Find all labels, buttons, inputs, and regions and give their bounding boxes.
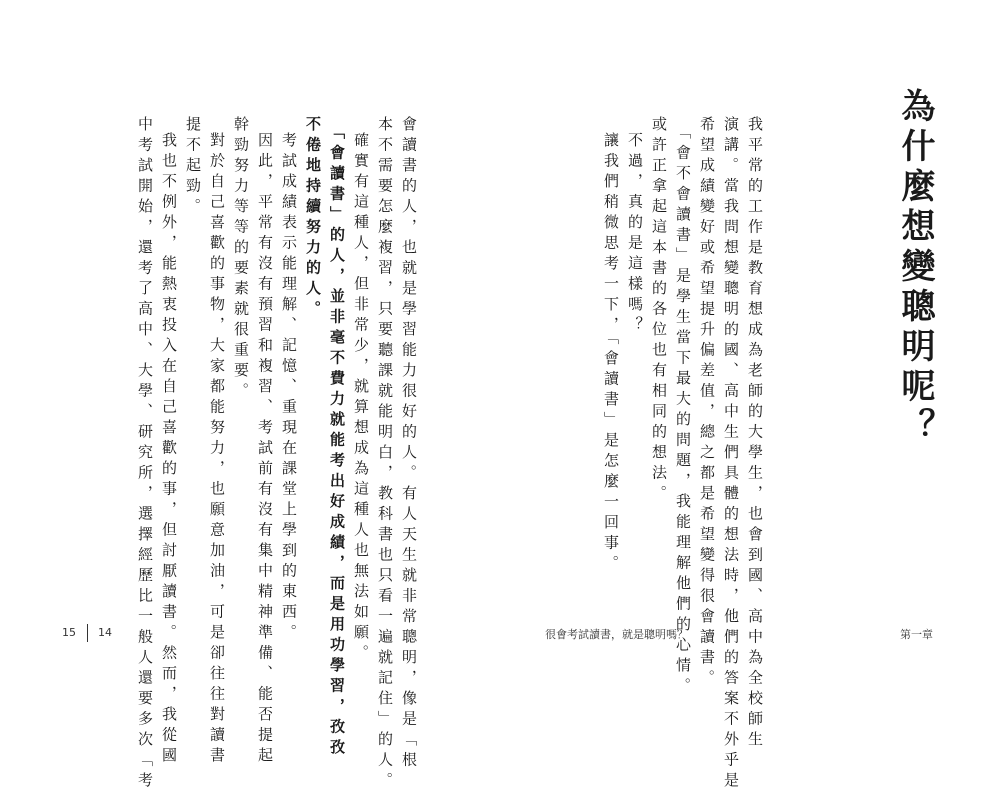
page-number-right: 14	[98, 626, 112, 639]
running-header: 很會考試讀書，就是聰明嗎？	[545, 628, 688, 641]
text-column: 我平常的工作是教育想成為老師的大學生，也會到國、高中為全校師生	[746, 116, 764, 752]
text-column: 我也不例外，能熱衷投入在自己喜歡的事，但討厭讀書。然而，我從國	[160, 132, 178, 768]
chapter-label: 第一章	[900, 628, 933, 641]
text-column: 演講。當我問想變聰明的國、高中生們具體的想法時，他們的答案不外乎是	[722, 116, 740, 793]
text-column: 中考試開始，還考了高中、大學、研究所，選擇經歷比一般人還要多次「考	[136, 116, 154, 793]
text-column: 或許正拿起這本書的各位也有相同的想法。	[650, 116, 668, 506]
text-column: 確實有這種人，但非常少，就算想成為這種人也無法如願。	[352, 132, 370, 665]
emphasis-column: 不倦地持續努力的人。	[304, 116, 322, 321]
text-column: 不過，真的是這樣嗎？	[626, 132, 644, 337]
text-column: 讓我們稍微思考一下，「會讀書」是怎麼一回事。	[602, 132, 620, 576]
text-column: 會讀書的人，也就是學習能力很好的人。有人天生就非常聰明，像是「根	[400, 116, 418, 772]
text-column: 考試成績表示能理解、記憶、重現在課堂上學到的東西。	[280, 132, 298, 645]
text-column: 提不起勁。	[184, 116, 202, 219]
text-column: 本不需要怎麼複習，只要聽課就能明白，教科書也只看一遍就記住」的人。	[376, 116, 394, 793]
text-column: 希望成績變好或希望提升偏差值，總之都是希望變得很會讀書。	[698, 116, 716, 690]
section-title: 為什麼想變聰明呢？	[895, 88, 935, 448]
emphasis-column: 「會讀書」的人，並非毫不費力就能考出好成績，而是用功學習，孜孜	[328, 124, 346, 760]
page-number-left: 15	[62, 626, 76, 639]
text-column: 對於自己喜歡的事物，大家都能努力，也願意加油，可是卻往往對讀書	[208, 132, 226, 768]
text-column: 「會不會讀書」是學生當下最大的問題，我能理解他們的心情。	[674, 124, 692, 698]
text-column: 因此，平常有沒有預習和複習、考試前有沒有集中精神準備、能否提起	[256, 132, 274, 768]
folio-divider	[87, 624, 88, 642]
text-column: 幹勁努力等等的要素就很重要。	[232, 116, 250, 403]
